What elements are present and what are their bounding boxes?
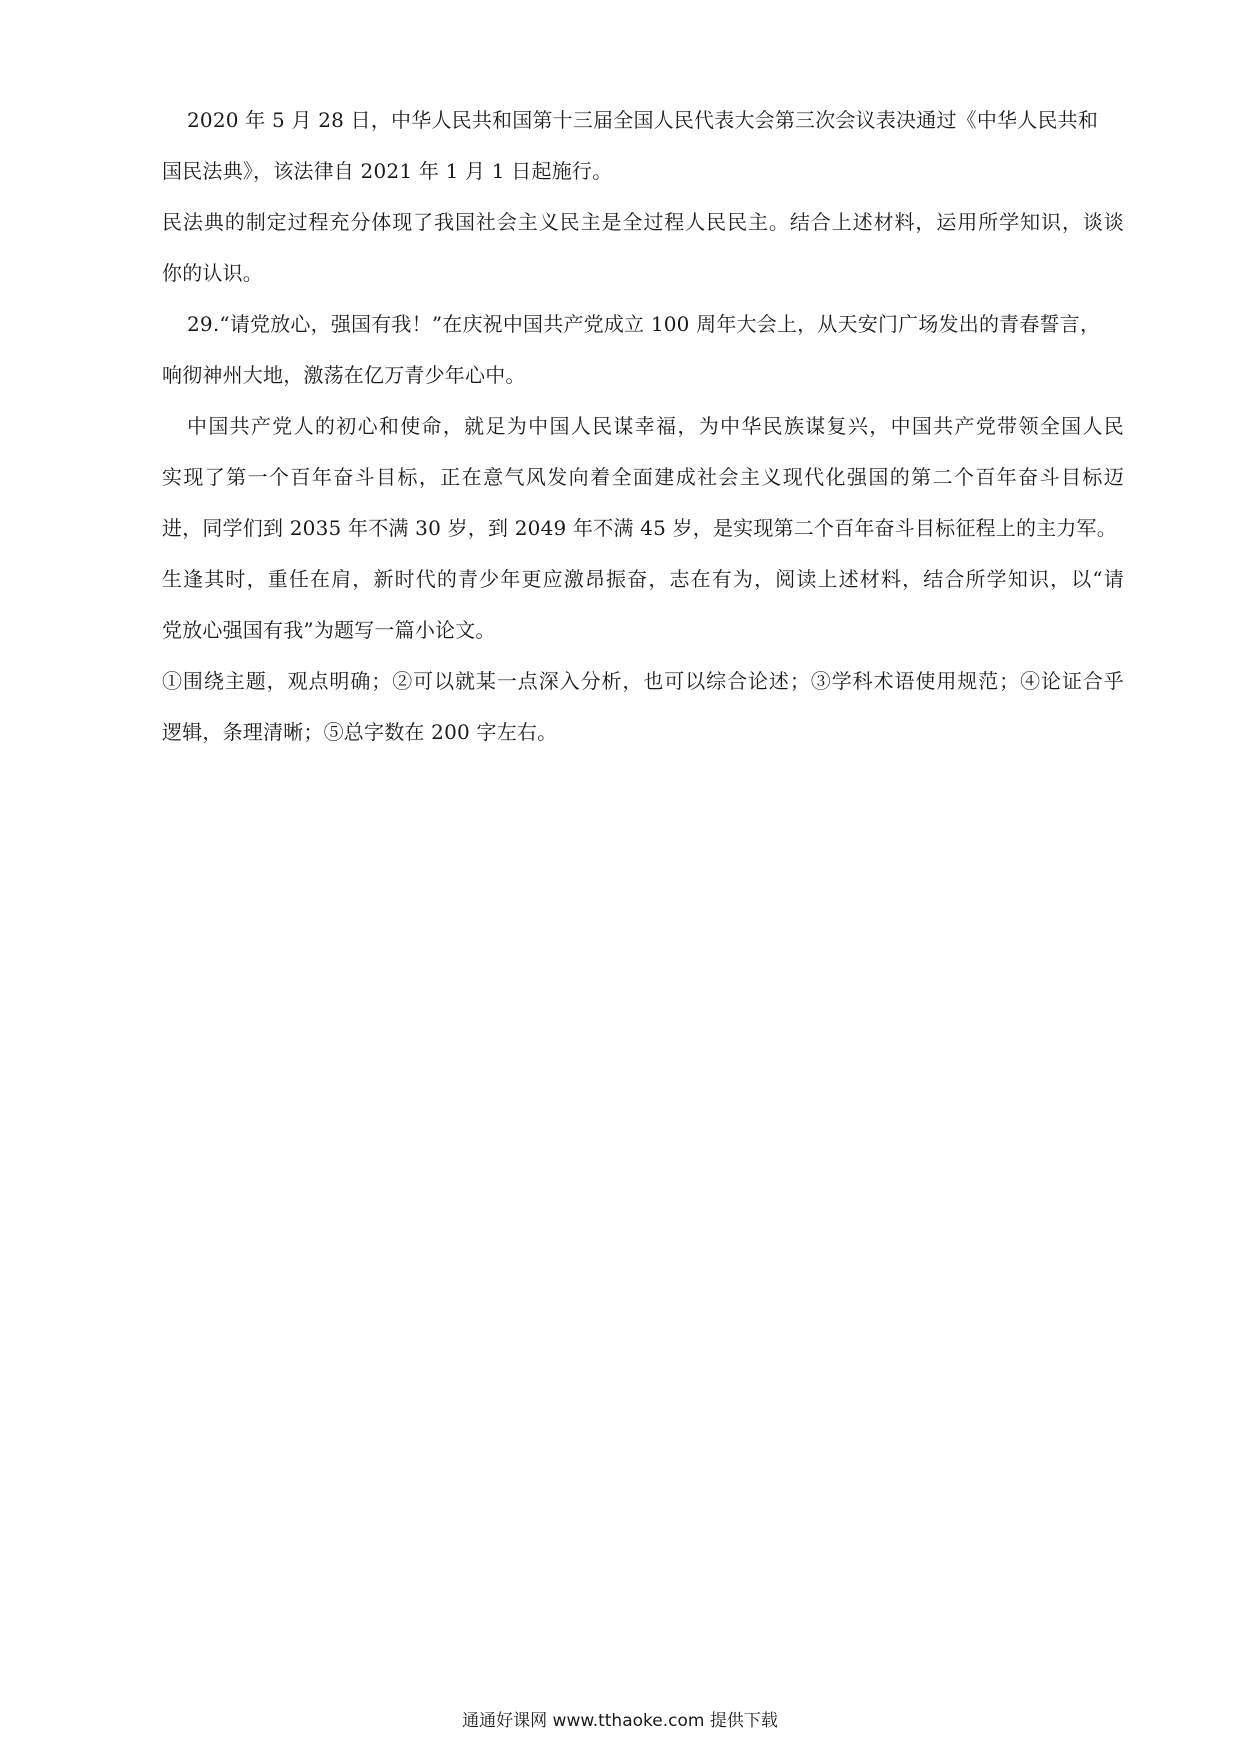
material2-line-2: 实现了第一个百年奋斗目标，正在意气风发向着全面建成社会主义现代化强国的第二个百年奋斗目标迈 (162, 465, 1124, 489)
footer-credit: 通通好课网 www.tthaoke.com 提供下载 (462, 1711, 778, 1731)
question29-line-1: 29.“请党放心，强国有我！”在庆祝中国共产党成立 100 周年大会上，从天安门广场发出的青春誓言， (187, 312, 1101, 336)
material1-line-1: 2020 年 5 月 28 日，中华人民共和国第十三届全国人民代表大会第三次会议表决通过《中华人民共和 (187, 108, 1099, 132)
material1-line-2: 国民法典》，该法律自 2021 年 1 月 1 日起施行。 (162, 159, 613, 183)
requirements-line-2: 逻辑，条理清晰；⑤总字数在 200 字左右。 (162, 720, 558, 744)
question29-line-2: 响彻神州大地，激荡在亿万青少年心中。 (162, 363, 526, 387)
question28-line-1: 民法典的制定过程充分体现了我国社会主义民主是全过程人民民主。结合上述材料，运用所学知识，谈谈 (162, 210, 1124, 234)
material2-line-1: 中国共产党人的初心和使命，就足为中国人民谋幸福，为中华民族谋复兴，中国共产党带领全国人民 (187, 414, 1124, 438)
material2-line-3: 进，同学们到 2035 年不满 30 岁，到 2049 年不满 45 岁，是实现第二个百年奋斗目标征程上的主力军。 (162, 516, 1117, 540)
question29-prompt-line-1: 生逢其时，重任在肩，新时代的青少年更应激昂振奋，志在有为，阅读上述材料，结合所学知识，以“请 (162, 567, 1124, 591)
question29-prompt-line-2: 党放心强国有我”为题写一篇小论文。 (162, 618, 496, 642)
requirements-line-1: ①围绕主题，观点明确；②可以就某一点深入分析，也可以综合论述；③学科术语使用规范；④论证合乎 (162, 669, 1124, 693)
question28-line-2: 你的认识。 (162, 261, 263, 285)
